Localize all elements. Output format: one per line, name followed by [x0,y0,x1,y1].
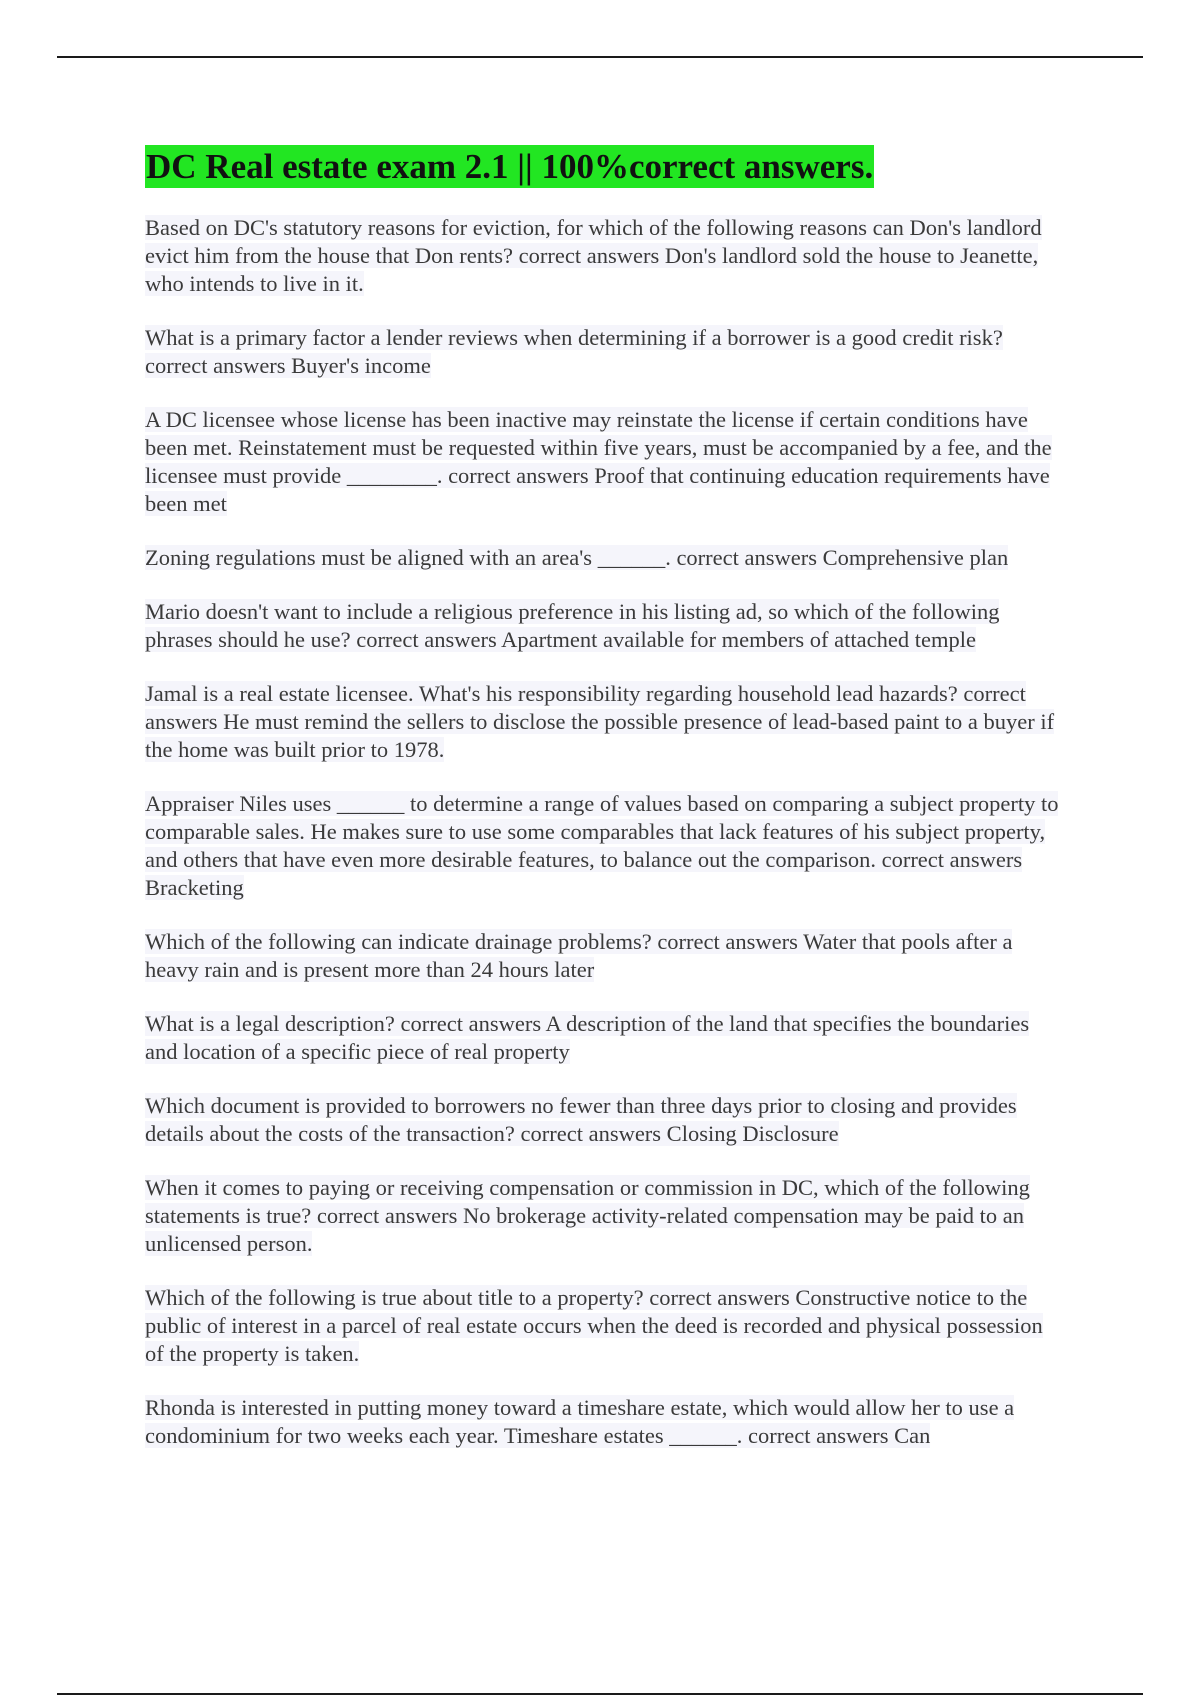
qa-item: A DC licensee whose license has been inactive may reinstate the license if certain conditions have been met. Reinstatement must be requested within five years, must be accompanied by a fee, and the licensee must provide ________. correct answers Proof that continuing education requirements have been met [145,407,1052,516]
qa-item: When it comes to paying or receiving compensation or commission in DC, which of the following statements is true? correct answers No brokerage activity-related compensation may be paid to an unlicensed person. [145,1175,1030,1256]
bottom-rule [57,1693,1143,1695]
qa-item: Zoning regulations must be aligned with an area's ______. correct answers Comprehensive plan [145,545,1009,570]
title-block [145,142,1060,192]
qa-item: What is a legal description? correct answers A description of the land that specifies the boundaries and location of a specific piece of real property [145,1011,1030,1064]
qa-item: What is a primary factor a lender reviews when determining if a borrower is a good credit risk? correct answers Buyer's income [145,325,1003,378]
qa-item: Rhonda is interested in putting money toward a timeshare estate, which would allow her to use a condominium for two weeks each year. Timeshare estates ______. correct answers Can [145,1395,1015,1448]
document-title: DC Real estate exam 2.1 || 100%correct answers. [146,147,874,186]
qa-item: Which document is provided to borrowers no fewer than three days prior to closing and provides details about the costs of the transaction? correct answers Closing Disclosure [145,1093,1017,1146]
document-body [145,142,1060,1476]
qa-item: Which of the following is true about title to a property? correct answers Constructive notice to the public of interest in a parcel of real estate occurs when the deed is recorded and physical possession of the property is taken. [145,1285,1043,1366]
qa-item: Appraiser Niles uses ______ to determine a range of values based on comparing a subject property to comparable sales. He makes sure to use some comparables that lack features of his subject property, and others that have even more desirable features, to balance out the comparison. correct answers Bracketing [145,791,1059,900]
qa-item: Which of the following can indicate drainage problems? correct answers Water that pools after a heavy rain and is present more than 24 hours later [145,929,1013,982]
qa-item: Based on DC's statutory reasons for eviction, for which of the following reasons can Don's landlord evict him from the house that Don rents? correct answers Don's landlord sold the house to Jeanette, who intends to live in it. [145,215,1042,296]
top-rule [57,56,1143,58]
qa-item: Mario doesn't want to include a religious preference in his listing ad, so which of the following phrases should he use? correct answers Apartment available for members of attached temple [145,599,1000,652]
qa-item: Jamal is a real estate licensee. What's his responsibility regarding household lead hazards? correct answers He must remind the sellers to disclose the possible presence of lead-based paint to a buyer if the home was built prior to 1978. [145,681,1055,762]
